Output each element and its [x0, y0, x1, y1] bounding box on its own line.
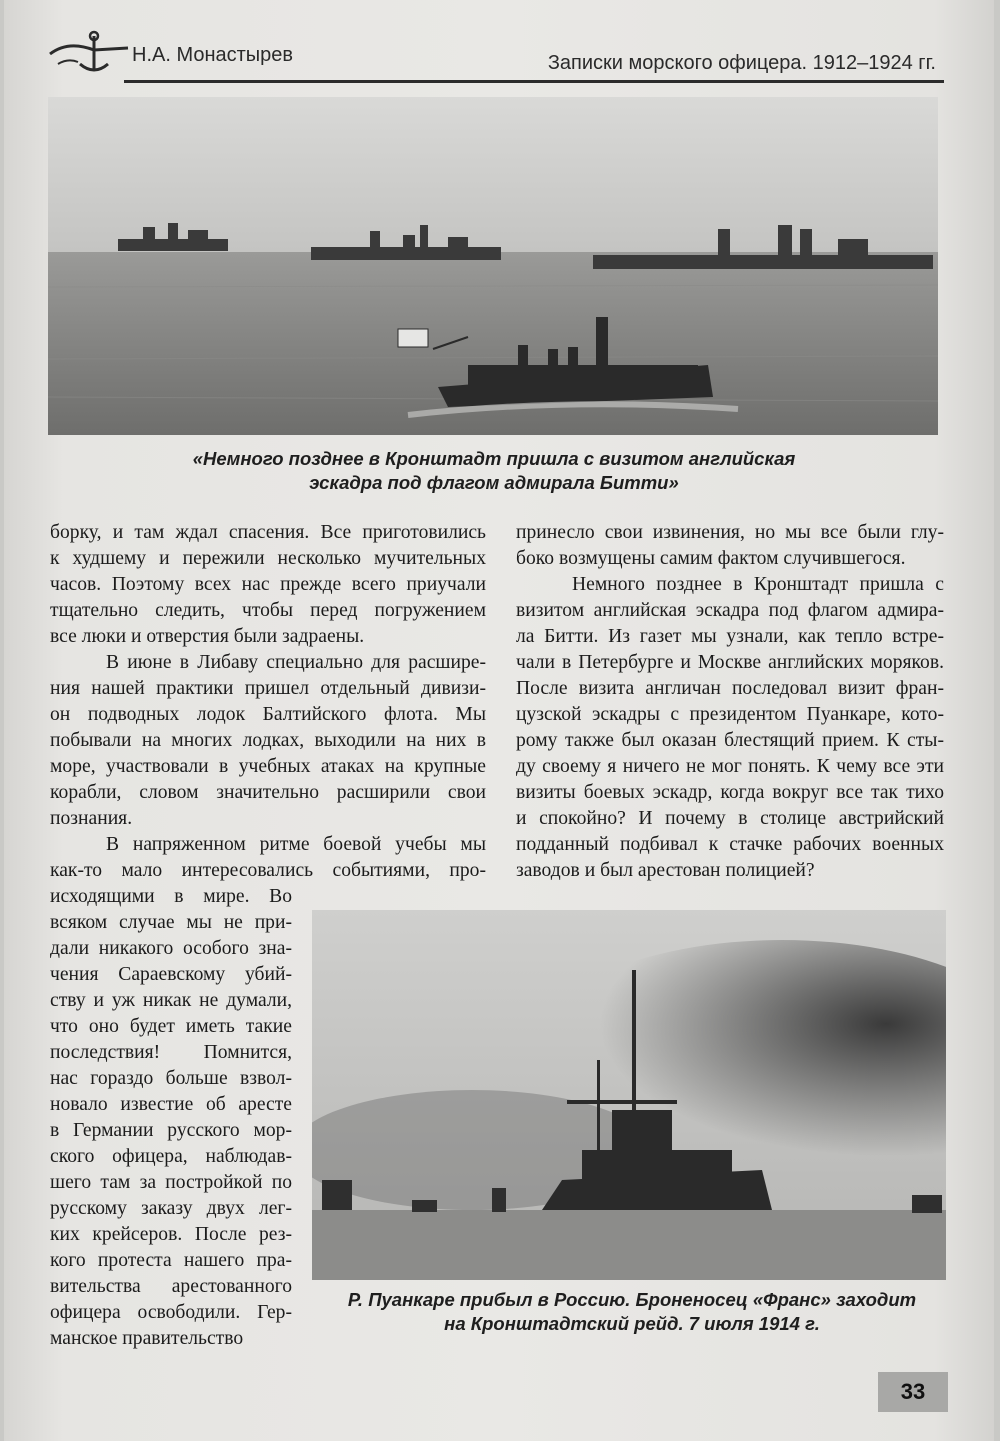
text-line: тщательно следить, чтобы перед погружением [50, 600, 486, 621]
book-page [4, 0, 994, 1441]
text-line: все люки и отверстия были задраены. [50, 626, 365, 647]
text-line: После визита англичан последовал визит фран- [516, 678, 944, 699]
text-line: корабли, словом значительно расширили свои [50, 782, 486, 803]
text-line: в Германии русского мор- [50, 1120, 292, 1141]
text-line: рому также был оказан блестящий прием. К сты- [516, 730, 944, 751]
text-line: цузской эскадры с президентом Пуанкаре, кото- [516, 704, 944, 725]
text-line: вительства арестованного [50, 1276, 292, 1297]
text-line: как-то мало интересовались событиями, про- [50, 860, 486, 881]
text-line: кого протеста нашего пра- [50, 1250, 292, 1271]
text-line: он подводных лодок Балтийского флота. Мы [50, 704, 486, 725]
caption-line: «Немного позднее в Кронштадт пришла с визитом английская [192, 448, 796, 469]
text-line: принесло свои извинения, но мы все были глу- [516, 522, 944, 543]
photo-caption-2 [322, 1288, 942, 1336]
text-line: всяком случае мы не при- [50, 912, 292, 933]
text-line: боко возмущены самим фактом случившегося. [516, 548, 906, 569]
text-line: ла Битти. Из газет мы узнали, как тепло встре- [516, 626, 944, 647]
caption-line: на Кронштадтский рейд. 7 июля 1914 г. [444, 1313, 820, 1334]
text-line: В напряженном ритме боевой учебы мы [106, 834, 486, 855]
text-line: визитом английская эскадра под флагом адмира- [516, 600, 944, 621]
photo-caption-1 [124, 447, 864, 495]
text-line: манское правительство [50, 1328, 244, 1349]
text-line: последствия! Помнится, [50, 1042, 292, 1063]
text-line: познания. [50, 808, 133, 829]
text-line: что оно будет иметь такие [50, 1016, 292, 1037]
photo-battleship-france [312, 910, 946, 1280]
text-line: заводов и был арестован полицией? [516, 860, 815, 881]
text-line: русскому заказу двух лег- [50, 1198, 292, 1219]
text-line: Немного позднее в Кронштадт пришла с [572, 574, 944, 595]
text-line: чали в Петербурге и Москве английских моряков. [516, 652, 944, 673]
text-line: чения Сараевскому убий- [50, 964, 292, 985]
text-line: исходящими в мире. Во [50, 886, 292, 907]
anchor-icon [48, 30, 134, 76]
text-line: В июне в Либаву специально для расшире- [106, 652, 486, 673]
text-line: новало известие об аресте [50, 1094, 292, 1115]
text-line: побывали на многих лодках, выходили на них в [50, 730, 486, 751]
text-line: ского офицера, наблюдав- [50, 1146, 292, 1167]
text-line: море, участвовали в учебных атаках на крупные [50, 756, 486, 777]
text-line: к худшему и пережили несколько мучительных [50, 548, 486, 569]
photo-british-squadron [48, 97, 938, 435]
text-line: ния нашей практики пришел отдельный дивизи- [50, 678, 486, 699]
header-divider [124, 80, 944, 83]
text-line: ких крейсеров. После рез- [50, 1224, 292, 1245]
text-line: ству и уж никак не думали, [50, 990, 292, 1011]
text-line: ду своему я ничего не мог понять. К чему все эти [516, 756, 944, 777]
page-number: 33 [878, 1372, 948, 1412]
text-line: шего там за постройкой по [50, 1172, 292, 1193]
text-line: подданный подбивал к стачке рабочих военных [516, 834, 944, 855]
caption-line: Р. Пуанкаре прибыл в Россию. Броненосец «Франс» заходит [347, 1289, 917, 1310]
caption-line: эскадра под флагом адмирала Битти» [309, 472, 679, 493]
header-book-title: Записки морского офицера. 1912–1924 гг. [547, 52, 936, 74]
text-line: и спокойно? И почему в столице австрийский [516, 808, 944, 829]
text-line: часов. Поэтому всех нас прежде всего приучали [50, 574, 486, 595]
text-line: борку, и там ждал спасения. Все приготовились [50, 522, 486, 543]
text-line: нас гораздо больше взвол- [50, 1068, 292, 1089]
text-line: визиты боевых эскадр, когда вокруг все так тихо [516, 782, 944, 803]
header-author: Н.А. Монастырев [132, 44, 294, 66]
text-line: дали никакого особого зна- [50, 938, 292, 959]
text-line: офицера освободили. Гер- [50, 1302, 292, 1323]
